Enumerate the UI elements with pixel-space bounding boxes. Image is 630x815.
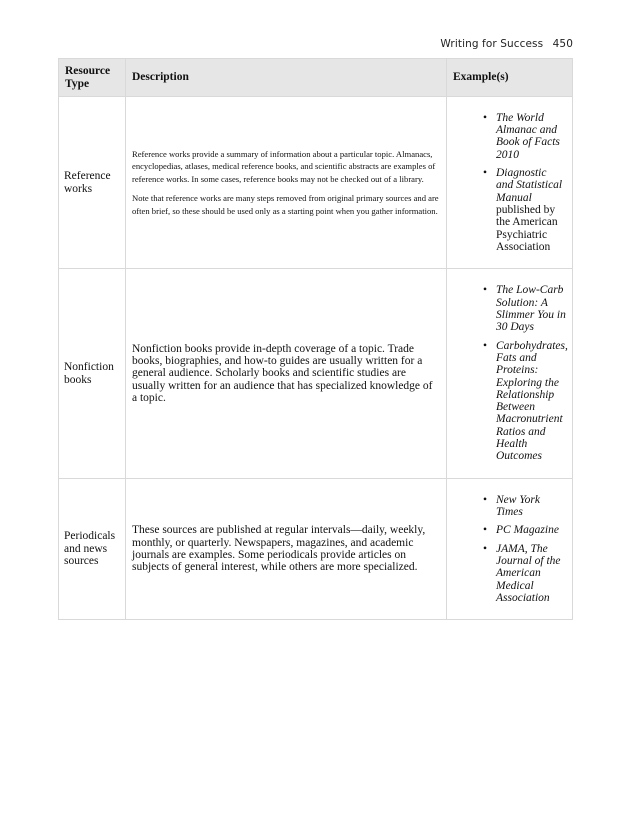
running-header bbox=[440, 38, 573, 50]
table-row-periodicals-and-news bbox=[59, 479, 573, 620]
description-paragraph: These sources are published at regular intervals—daily, weekly, monthly, or quarterly. Newspapers, magazines, and academic journals are examples. Some periodicals provide articles on subjects of general interest, while others are more specialized. bbox=[132, 524, 426, 574]
description-cell bbox=[126, 479, 447, 620]
table-row-reference-works bbox=[59, 97, 573, 269]
example-title: Carbohydrates, Fats and Proteins: Exploring the Relationship Between Macronutrient Ratios and Health Outcomes bbox=[496, 339, 568, 463]
examples-cell bbox=[447, 479, 573, 620]
description-cell bbox=[126, 269, 447, 479]
resource-type-cell: Periodicals and news sources bbox=[59, 479, 126, 620]
column-header-resource-type: Resource Type bbox=[59, 59, 126, 97]
page-number: 450 bbox=[552, 38, 573, 50]
examples-list bbox=[447, 112, 566, 253]
example-title: JAMA, The Journal of the American Medical Association bbox=[496, 542, 561, 604]
example-item bbox=[496, 524, 566, 536]
column-header-examples: Example(s) bbox=[447, 59, 573, 97]
example-title: The World Almanac and Book of Facts 2010 bbox=[496, 111, 560, 161]
examples-cell bbox=[447, 269, 573, 479]
table-header-row bbox=[59, 59, 573, 97]
book-title: Writing for Success bbox=[440, 38, 544, 50]
column-header-description: Description bbox=[126, 59, 447, 97]
example-title: Diagnostic and Statistical Manual bbox=[496, 167, 563, 204]
examples-list bbox=[447, 284, 566, 462]
examples-cell bbox=[447, 97, 573, 269]
example-item bbox=[496, 167, 566, 253]
resource-type-cell: Nonfiction books bbox=[59, 269, 126, 479]
example-item bbox=[496, 340, 566, 463]
resource-type-cell: Reference works bbox=[59, 97, 126, 269]
example-item bbox=[496, 543, 566, 604]
example-item bbox=[496, 494, 566, 519]
description-paragraph: Nonfiction books provide in-depth coverage of a topic. Trade books, biographies, and how-to guides are usually written for a general audience. Scholarly books and scientific studies are usually written for an audience that has specialized knowledge of a topic. bbox=[132, 342, 433, 404]
description-paragraph: Note that reference works are many steps removed from original primary sources and are often brief, so these should be used only as a starting point when you gather information. bbox=[132, 193, 439, 216]
example-item bbox=[496, 112, 566, 161]
example-title: New York Times bbox=[496, 493, 540, 519]
resource-types-table bbox=[58, 58, 573, 620]
examples-list bbox=[447, 494, 566, 604]
example-note: published by the American Psychiatric Association bbox=[496, 203, 558, 253]
example-title: The Low-Carb Solution: A Slimmer You in 30 Days bbox=[496, 284, 566, 334]
example-item bbox=[496, 284, 566, 333]
example-title: PC Magazine bbox=[496, 524, 559, 537]
table-row-nonfiction-books bbox=[59, 269, 573, 479]
description-cell bbox=[126, 97, 447, 269]
description-paragraph: Reference works provide a summary of information about a particular topic. Almanacs, encyclopedias, atlases, medical reference books, and scientific abstracts are examples of reference works. In some cases, reference books may not be checked out of a library. bbox=[132, 148, 436, 184]
